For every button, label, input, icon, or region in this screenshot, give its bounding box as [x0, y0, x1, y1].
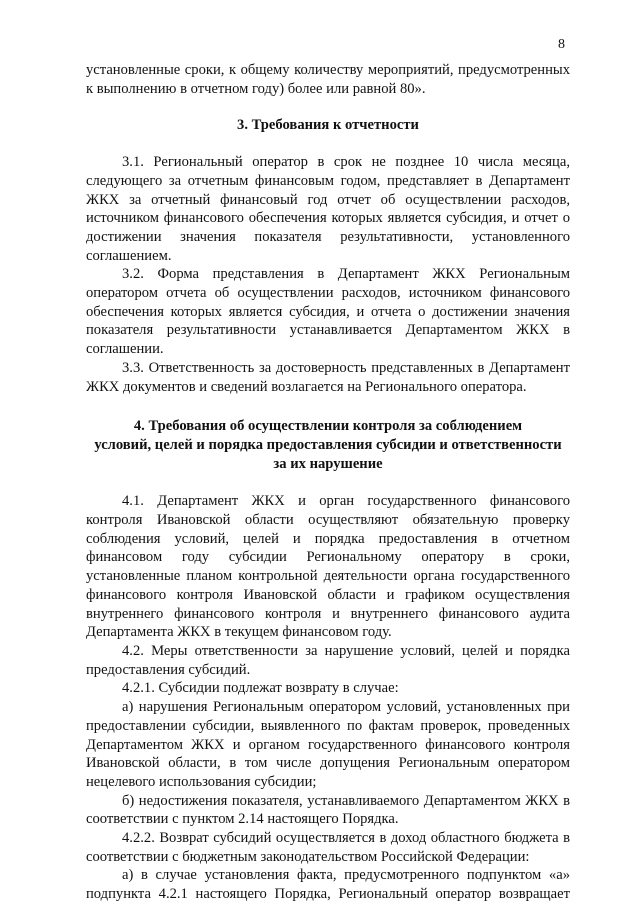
paragraph-4-2: 4.2. Меры ответственности за нарушение условий, целей и порядка предоставления субсидий. — [86, 642, 570, 678]
paragraph-continuation: установленные сроки, к общему количеству мероприятий, предусмотренных к выполнению в отчетном году) более или равной 80». — [86, 62, 570, 97]
paragraph-3-1: 3.1. Региональный оператор в срок не позднее 10 числа месяца, следующего за отчетным финансовым годом, представляет в Департамент ЖКХ за отчетный финансовый год отчет об осуществлении расходов, источником финансового обеспечения которых является субсидия, и отчет о достижении значения показателя результативности, установленного соглашением. — [86, 154, 570, 264]
section-3-title: 3. Требования к отчетности — [237, 117, 419, 134]
paragraph-3-3: 3.3. Ответственность за достоверность представленных в Департамент ЖКХ документов и сведений возлагается на Регионального оператора. — [86, 359, 570, 395]
section-4-title-line-2: условий, целей и порядка предоставления субсидии и ответственности — [94, 436, 562, 453]
paragraph-4-2-2-a: а) в случае установления факта, предусмотренного подпунктом «а» подпункта 4.2.1 настоящего Порядка, Региональный оператор возвращает — [86, 867, 570, 903]
paragraph-3-2: 3.2. Форма представления в Департамент ЖКХ Региональным оператором отчета об осуществлении расходов, источником финансового обеспечения которых является субсидия, и отчета о достижении значения показателя результативности устанавливается Департаментом ЖКХ в соглашении. — [86, 266, 570, 358]
page-number: 8 — [558, 37, 565, 52]
paragraph-4-2-1: 4.2.1. Субсидии подлежат возврату в случае: — [122, 680, 399, 697]
document-body — [86, 61, 570, 904]
paragraph-4-2-1-b: б) недостижения показателя, устанавливаемого Департаментом ЖКХ в соответствии с пунктом 2.14 настоящего Порядка. — [86, 792, 570, 828]
section-4-title — [86, 417, 570, 473]
section-4-title-line-1: 4. Требования об осуществлении контроля за соблюдением — [133, 418, 523, 435]
section-4-title-line-3: за их нарушение — [273, 455, 383, 472]
paragraph-4-2-1-a: а) нарушения Региональным оператором условий, установленных при предоставлении субсидии, выявленного по фактам проверок, проведенных Департаментом ЖКХ и органом государственного финансового контроля Ивановской области, в том числе допущения Региональным оператором нецелевого использования субсидии; — [86, 699, 570, 790]
paragraph-4-1: 4.1. Департамент ЖКХ и орган государственного финансового контроля Ивановской области осуществляют обязательную проверку соблюдения условий, целей и порядка предоставления в отчетном финансовом году субсидии Региональному оператору в сроки, установленные планом контрольной деятельности органа государственного финансового контроля Ивановской области и графиком осуществления внутреннего финансового контроля и внутреннего финансового аудита Департамента ЖКХ в текущем финансовом году. — [86, 493, 570, 641]
paragraph-4-2-2: 4.2.2. Возврат субсидий осуществляется в доход областного бюджета в соответствии с бюджетным законодательством Российской Федерации: — [86, 830, 570, 865]
